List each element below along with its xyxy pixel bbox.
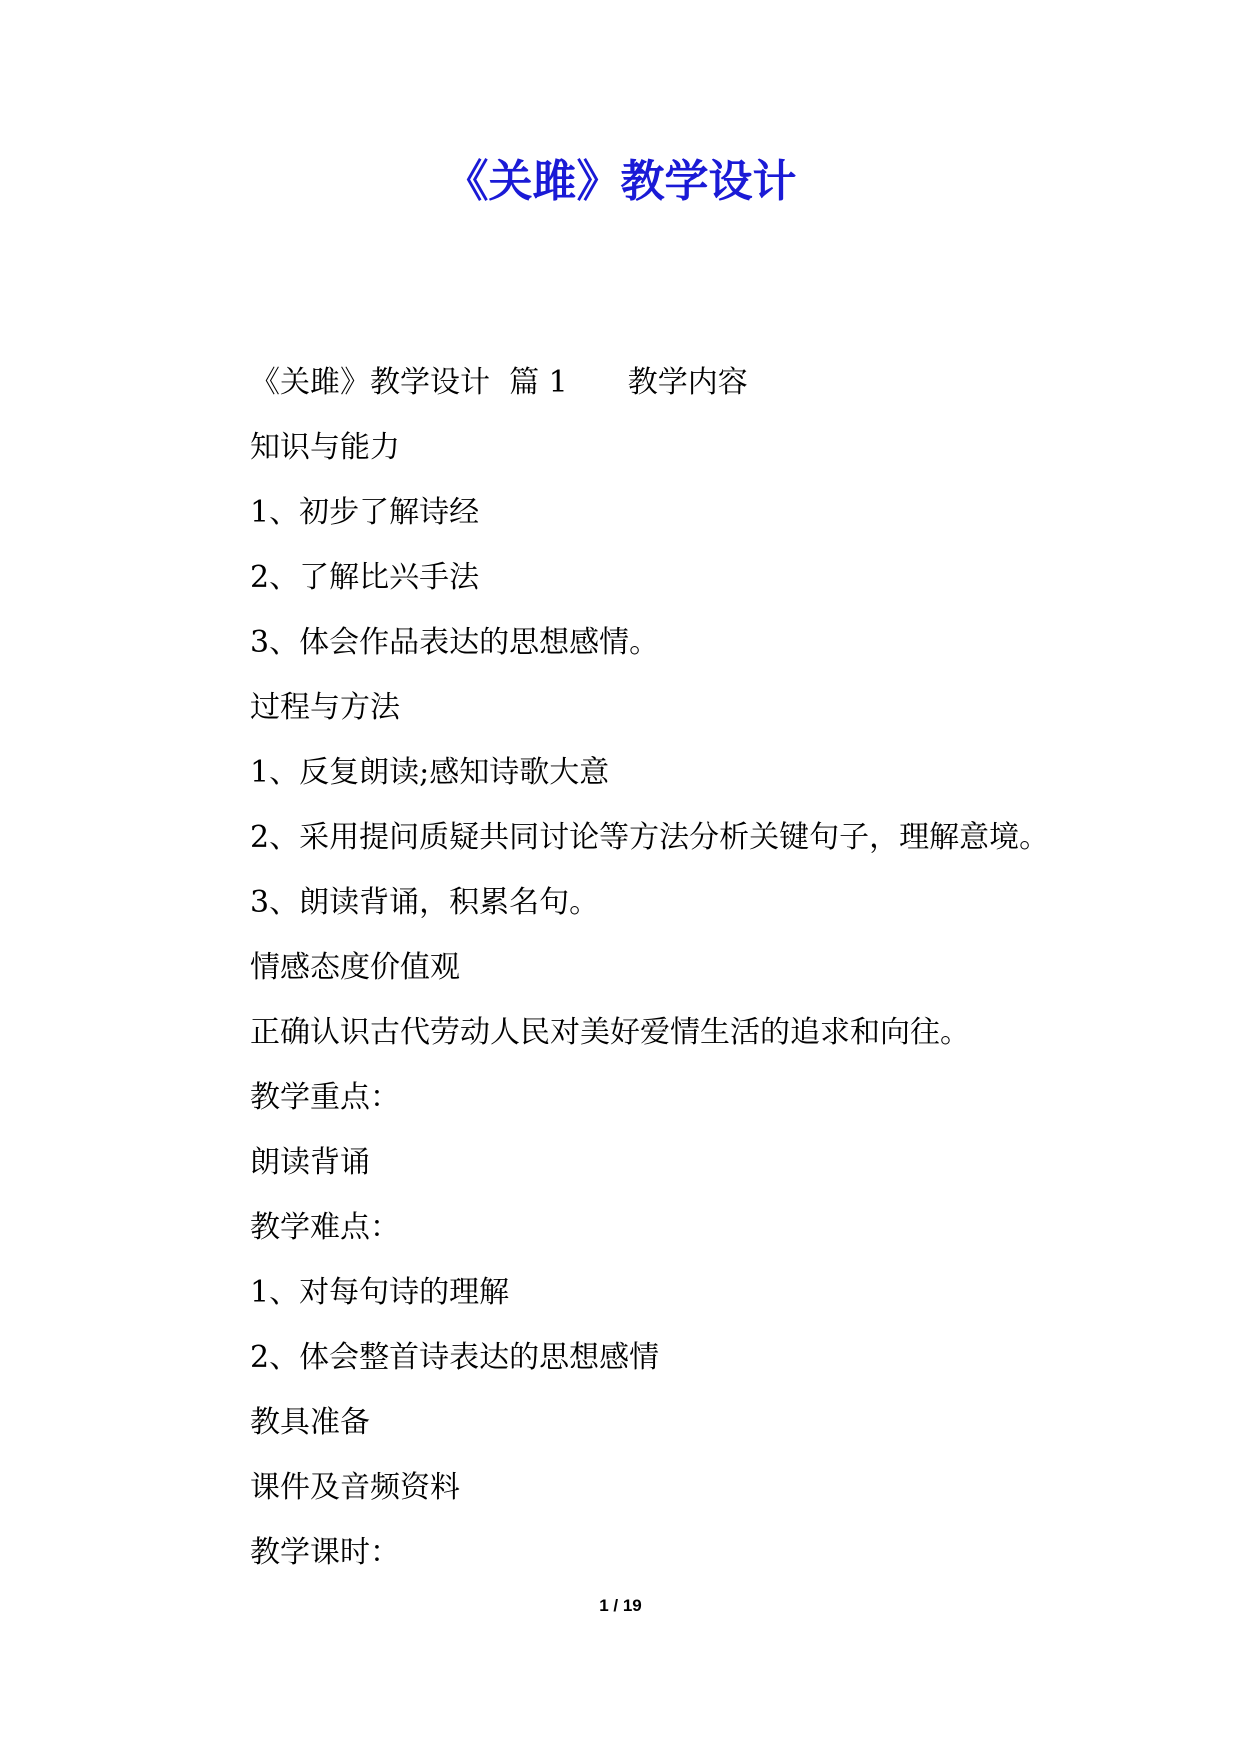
paragraph-line: 情感态度价值观: [250, 950, 460, 985]
document-title: 《关雎》教学设计: [444, 156, 797, 207]
page-number: 1 / 19: [599, 1596, 642, 1615]
paragraph-line: 正确认识古代劳动人民对美好爱情生活的追求和向往。: [250, 1015, 970, 1050]
subsection-label: 教学内容: [627, 365, 748, 400]
paragraph-line: 教学难点：: [250, 1210, 400, 1245]
paragraph-line: 1、反复朗读;感知诗歌大意: [250, 755, 610, 790]
paragraph-line: 2、了解比兴手法: [250, 560, 480, 595]
paragraph-line: 2、体会整首诗表达的思想感情: [250, 1340, 660, 1375]
paragraph-line: 1、对每句诗的理解: [250, 1275, 510, 1310]
paragraph-line: 教学课时：: [250, 1535, 400, 1570]
paragraph-line: 3、体会作品表达的思想感情。: [250, 625, 660, 660]
paragraph-line: 课件及音频资料: [250, 1470, 460, 1505]
paragraph-line: 2、采用提问质疑共同讨论等方法分析关键句子，理解意境。: [250, 820, 1050, 855]
paragraph-line: 教学重点：: [250, 1080, 400, 1115]
paragraph-line: 1、初步了解诗经: [250, 495, 480, 530]
section-title: 《关雎》教学设计 篇 1: [250, 365, 568, 400]
paragraph-line: 知识与能力: [250, 430, 400, 465]
document-body: [250, 350, 1150, 1585]
paragraph-line: 教具准备: [250, 1405, 370, 1440]
paragraph-line: 过程与方法: [250, 690, 400, 725]
paragraph-line: 朗读背诵: [250, 1145, 370, 1180]
section-heading-line: [250, 350, 1150, 415]
paragraph-line: 3、朗读背诵，积累名句。: [250, 885, 600, 920]
